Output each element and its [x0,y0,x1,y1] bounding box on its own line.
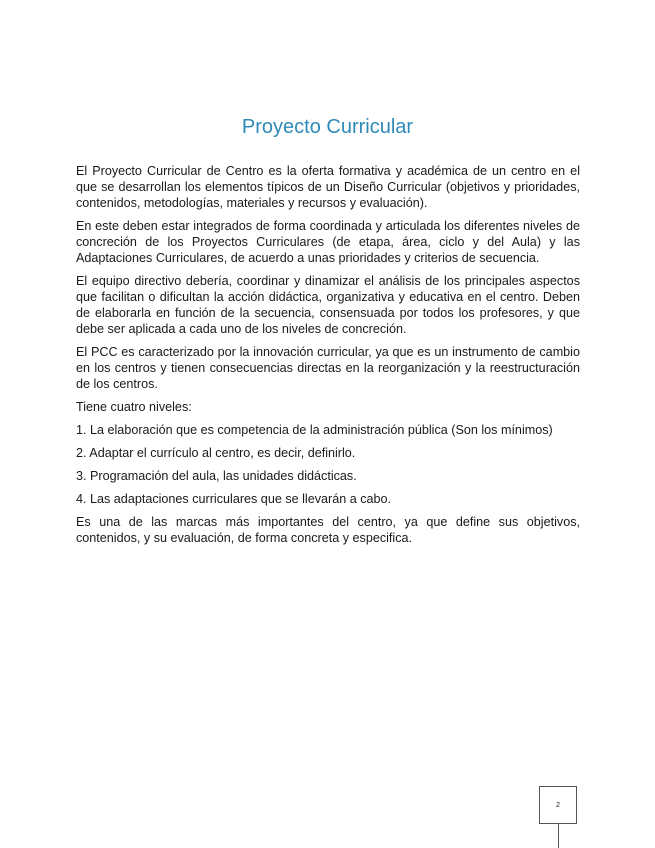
paragraph: El equipo directivo debería, coordinar y dinamizar el análisis de los principales aspectos que facilitan o dificultan la acción didáctica, organizativa y educativa en el centro. Deben de elaborarla en función de la secuencia, consensuada por todos los profesores, y que debe ser aplicada a cada uno de los niveles de concreción. [76,274,580,336]
list-item: 4. Las adaptaciones curriculares que se llevarán a cabo. [76,492,392,506]
page-title: Proyecto Curricular [241,116,414,138]
page-number-line [558,824,559,848]
list-item: 3. Programación del aula, las unidades didácticas. [76,469,357,483]
paragraph: En este deben estar integrados de forma coordinada y articulada los diferentes niveles de concreción de los Proyectos Curriculares (de etapa, área, ciclo y del Aula) y las Adaptaciones Curriculares, de acuerdo a unas prioridades y criterios de secuencia. [76,219,580,265]
page-number-box [539,786,577,824]
paragraph: Tiene cuatro niveles: [76,400,192,414]
document-body [76,163,580,553]
paragraph: Es una de las marcas más importantes del centro, ya que define sus objetivos, contenidos, y su evaluación, de forma concreta y especifica. [76,515,580,545]
list-item: 1. La elaboración que es competencia de la administración pública (Son los mínimos) [76,423,553,437]
page-number: 2 [556,801,560,809]
paragraph: El Proyecto Curricular de Centro es la oferta formativa y académica de un centro en el que se desarrollan los elementos típicos de un Diseño Curricular (objetivos y prioridades, contenidos, metodologías, materiales y recursos y evaluación). [76,164,580,210]
paragraph: El PCC es caracterizado por la innovación curricular, ya que es un instrumento de cambio en los centros y tienen consecuencias directas en la reorganización y la reestructuración de los centros. [76,345,580,391]
list-item: 2. Adaptar el currículo al centro, es decir, definirlo. [76,446,356,460]
